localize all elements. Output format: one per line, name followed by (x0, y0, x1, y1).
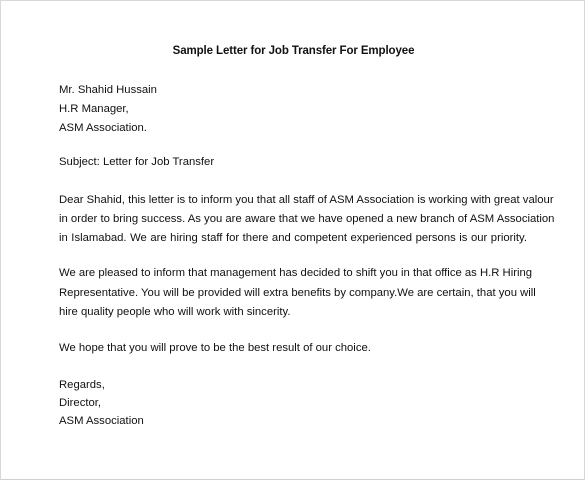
closing-regards: Regards, (59, 379, 105, 391)
paragraph-2-line-1: We are pleased to inform that management has decided to shift you in that office as H.R Hiring (59, 267, 533, 279)
closing-organization: ASM Association (59, 415, 144, 427)
closing-title: Director, (59, 397, 102, 409)
recipient-name: Mr. Shahid Hussain (59, 84, 157, 96)
paragraph-2-line-3: hire quality people who will work with sincerity. (59, 306, 291, 318)
paragraph-1-line-1: Dear Shahid, this letter is to inform you that all staff of ASM Association is working with great valour (59, 194, 554, 206)
letter-title: Sample Letter for Job Transfer For Employee (172, 45, 415, 57)
recipient-position: H.R Manager, (59, 103, 129, 115)
recipient-organization: ASM Association. (59, 122, 147, 134)
paragraph-1-line-3: in Islamabad. We are hiring staff for there and competent experienced persons is our priority. (59, 232, 527, 244)
subject-line: Subject: Letter for Job Transfer (59, 156, 215, 168)
paragraph-3-line-1: We hope that you will prove to be the best result of our choice. (59, 342, 371, 354)
paragraph-1-line-2: in order to bring success. As you are aware that we have opened a new branch of ASM Association (59, 213, 555, 225)
paragraph-2-line-2: Representative. You will be provided will extra benefits by company.We are certain, that you will (59, 287, 536, 299)
